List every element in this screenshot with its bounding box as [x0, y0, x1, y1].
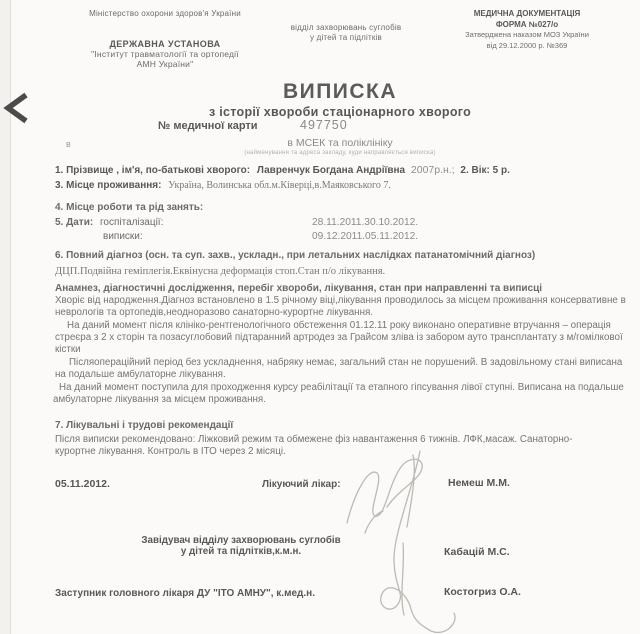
page-title: ВИПИСКА	[282, 80, 398, 103]
diagnosis-value: ДЦП.Подвійна геміплегія.Еквінусна деформація стоп.Стан п/о лікування.	[55, 266, 386, 277]
residence-label: 3. Місце проживання:	[55, 180, 162, 191]
institution-line1: ДЕРЖАВНА УСТАНОВА	[109, 39, 221, 49]
doc-form: ФОРМА №027/о	[495, 19, 559, 29]
patient-name-label: 1. Прізвище , ім'я, по-батькові хворого:	[55, 165, 251, 176]
patient-name-value: Лавренчук Богдана Андріївна	[256, 165, 406, 176]
field-occupation-label: 4. Місце роботи та рід занять:	[55, 202, 204, 213]
deputy-director-name: Костогриз О.А.	[444, 586, 521, 598]
patient-birth-year: 2007р.н.;	[410, 164, 455, 176]
deputy-director-label: Заступник головного лікаря ДУ "ІТО АМНУ", к.мед.н.	[55, 588, 315, 599]
institution-line3: АМН України"	[136, 59, 194, 69]
anamnesis-paragraph-3: Післяопераційний період без ускладнення, набряку немає, загальний стан не порушений. В задовільному стані виписана на подальше амбулаторне лікування.	[55, 357, 623, 381]
recommendations-text: Після виписки рекомендовано: Ліжковий режим та обмежене фіз навантаження 6 тижнів. ЛФК,масаж. Санаторно-курортне лікування. Контроль в ІТО через 2 місяці.	[55, 434, 573, 458]
signature-ink	[325, 443, 485, 634]
discharge-label: виписки:	[103, 231, 143, 242]
hospitalization-label: госпіталізації:	[100, 217, 164, 228]
discharge-date: 05.11.2012.	[55, 478, 110, 490]
chevron-left-icon	[3, 92, 31, 124]
dates-label: 5. Дати:	[55, 217, 94, 228]
doc-type: МЕДИЧНА ДОКУМЕНТАЦІЯ	[473, 9, 581, 18]
header-doc-block	[428, 9, 626, 51]
discharge-dates: 09.12.2011.05.11.2012.	[312, 231, 419, 242]
card-number-label: № медичної карти	[158, 120, 258, 132]
anamnesis-paragraph-1: Хворіє від народження.Діагноз встановлено в 1.5 річному віці,лікування проводилось за місцем проживання консервативне в неврологів та ортопедів,неодноразово санаторно-курортне лікування.	[55, 295, 626, 319]
head-label-line1: Завідувач відділу захворювань суглобів	[141, 535, 341, 546]
hospitalization-dates: 28.11.2011.30.10.2012.	[312, 217, 419, 228]
anamnesis-paragraph-4: На даний момент поступила для проходження курсу реабілітації та етапного гіпсування лівої ступні. Виписана на подальше амбулаторне лікування за місцем проживання.	[53, 382, 624, 405]
destination-note: (найменування та адреса закладу, куди направляється виписка)	[244, 150, 436, 156]
page-subtitle: з історії хвороби стаціонарного хворого	[208, 105, 472, 119]
anamnesis-paragraph-2: На даний момент після клініко-рентгенологічного обстеження 01.12.11 року виконано оперативне втручання – операція стреєра з 2 х сторін та позасуглобовий підтаранний артродез за Грайсом зліва із забором ауто трансплантату з м/гомілкової кістки	[55, 320, 623, 355]
recommendations-heading: 7. Лікувальні і трудові рекомендації	[55, 420, 234, 431]
department-head-name: Кабацій М.С.	[444, 546, 510, 558]
header-ministry: Міністерство охорони здоров'я України	[89, 9, 241, 18]
institution-line2: "Інститут травматології та ортопедії	[91, 49, 239, 59]
department-line1: відділ захворювань суглобів	[290, 23, 402, 32]
department-line2: у дітей та підлітків	[309, 33, 383, 42]
field-residence	[55, 180, 625, 191]
back-button[interactable]	[3, 92, 31, 124]
doc-approved-line1: Затверджена наказом МОЗ України	[465, 30, 589, 39]
attending-doctor-label: Лікуючий лікар:	[262, 479, 341, 490]
anamnesis-heading: Анамнез, діагностичні дослідження, перебіг хвороби, лікування, стан при направленні та виписці	[55, 283, 543, 294]
field-patient-name	[55, 164, 625, 176]
head-label-line2: у дітей та підлітків,к.м.н.	[180, 546, 302, 557]
destination-value: в МСЕК та поліклініку	[287, 137, 393, 149]
doc-approved-line2: від 29.12.2000 р. №369	[486, 40, 568, 50]
header-department	[276, 23, 416, 43]
destination-prefix: в	[66, 139, 71, 149]
signature-scribble-icon	[325, 443, 485, 634]
residence-value: Україна, Волинська обл.м.Ківерці,в.Маяковського 7.	[168, 180, 391, 191]
diagnosis-section-label: 6. Повний діагноз (осн. та суп. захв., ускладн., при летальних наслідках патанатомічний діагноз)	[55, 250, 536, 261]
patient-age: 2. Вік: 5 р.	[460, 165, 510, 176]
attending-doctor-name: Немеш М.М.	[448, 477, 510, 489]
card-number-value: 497750	[300, 118, 348, 132]
header-institution	[45, 39, 285, 69]
